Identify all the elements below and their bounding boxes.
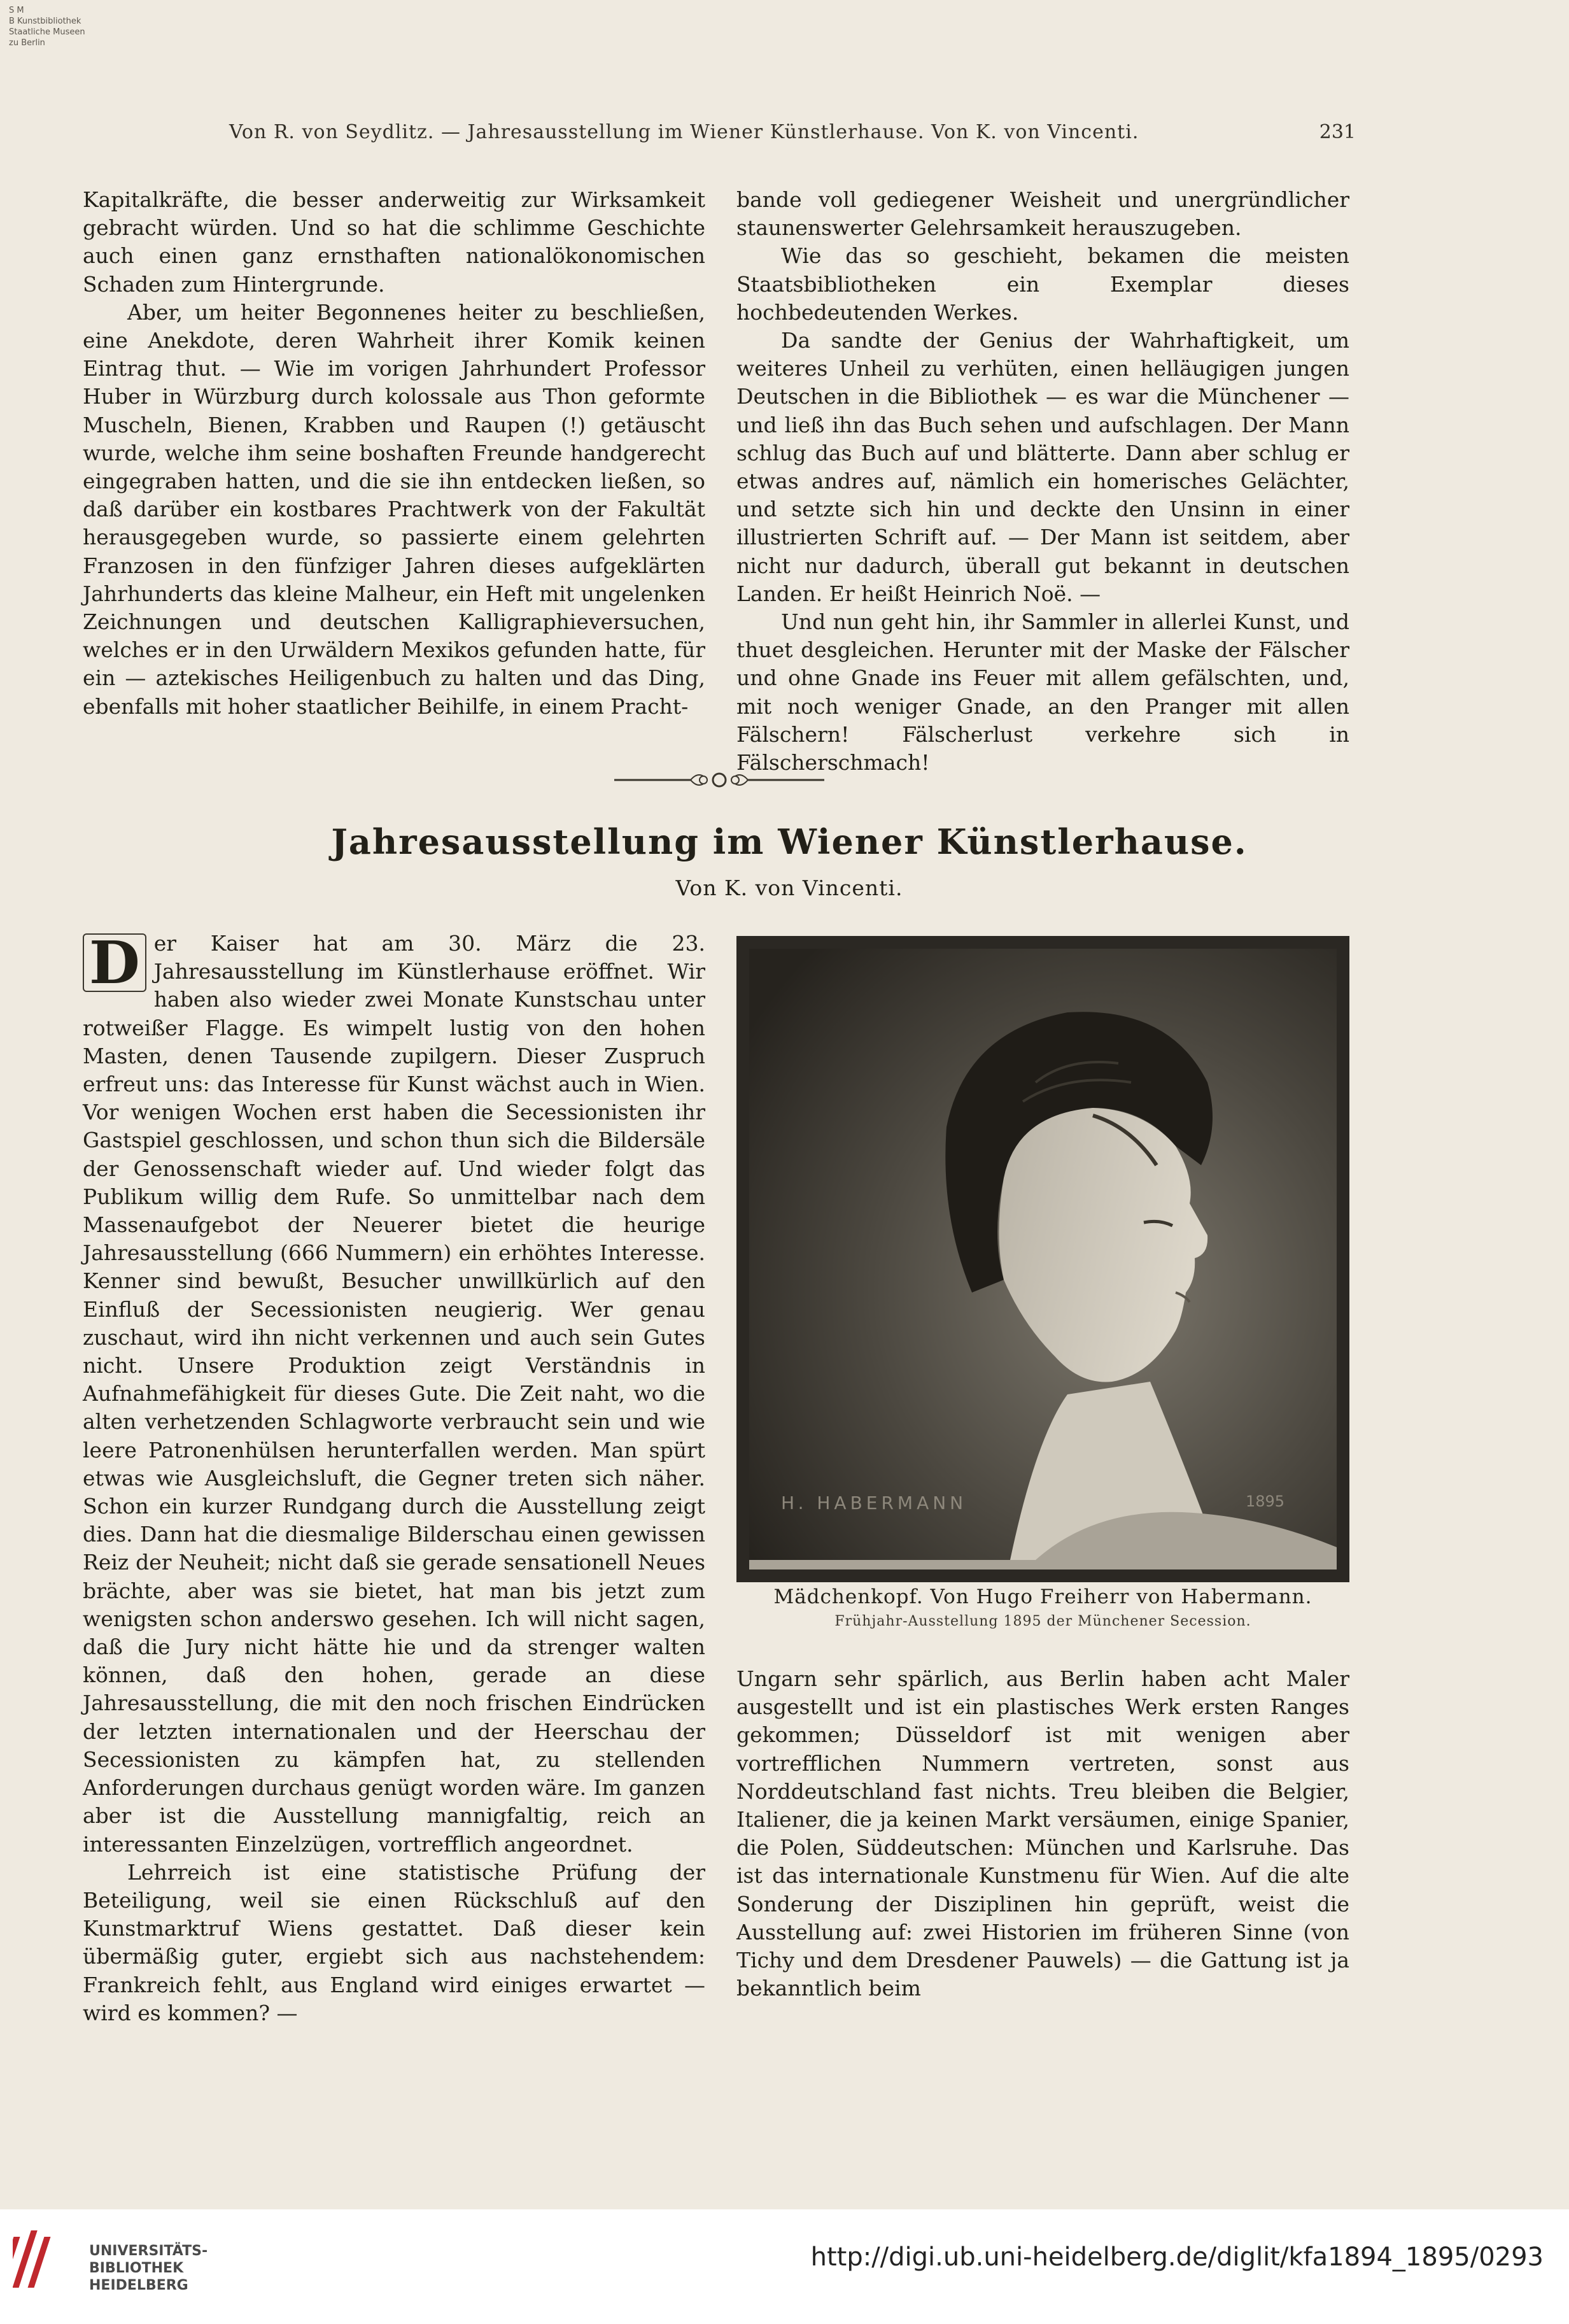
continued-article-left-column (83, 186, 705, 721)
paragraph: Kapitalkräfte, die besser anderweitig zur Wirksamkeit gebracht würden. Und so hat die schlimme Geschichte auch einen ganz ernsthaften nationalökonomischen Schaden zum Hintergrunde. (83, 187, 705, 297)
paragraph: Und nun geht hin, ihr Sammler in allerlei Kunst, und thuet desgleichen. Herunter mit der Maske der Fälscher und ohne Gnade ins Feuer mit allem gefälschten, und, mit noch weniger Gnade, an den Pranger mit allen Fälschern! Fälscherlust verkehre sich in Fälscherschmach! (736, 609, 1349, 776)
footer-organization (89, 2243, 255, 2294)
paragraph: Da sandte der Genius der Wahrhaftigkeit, um weiteres Unheil zu verhüten, einen helläugigen jungen Deutschen in die Bibliothek — es war die Münchener — und ließ ihn das Buch sehen und aufschlagen. Der Mann schlug das Buch auf und blätterte. Dann aber schlug er etwas andres auf, nämlich ein homerisches Gelächter, und setzte sich hin und deckte den Unsinn in einer illustrierten Schrift auf. — Der Mann ist seitdem, aber nicht nur dadurch, überall gut bekannt in deutschen Landen. Er heißt Heinrich Noë. — (736, 328, 1349, 606)
paragraph (83, 930, 705, 1859)
paragraph: Aber, um heiter Begonnenes heiter zu beschließen, eine Anekdote, deren Wahrheit ihrer Komik keinen Eintrag thut. — Wie im vorigen Jahrhundert Professor Huber in Würzburg durch kolossale aus Thon geformte Muscheln, Bienen, Krabben und Raupen (!) getäuscht wurde, welche ihm seine boshaften Freunde handgerecht eingegraben hatten, und die sie ihn entdecken ließen, so daß darüber ein kostbares Prachtwerk von der Fakultät herausgegeben wurde, so passierte einem gelehrten Franzosen in den fünfziger Jahren dieses aufgeklärten Jahrhunderts das kleine Malheur, ein Heft mit ungelenken Zeichnungen und deutschen Kalligraphieversuchen, welches er in den Urwäldern Mexikos gefunden hatte, für ein — aztekisches Heiligenbuch zu halten und das Ding, ebenfalls mit hoher staatlicher Beihilfe, in einem Pracht- (83, 299, 705, 719)
paragraph: bande voll gediegener Weisheit und unergründlicher staunenswerter Gelehrsamkeit herauszugeben. (736, 187, 1349, 241)
article-byline: Von K. von Vincenti. (675, 875, 903, 900)
digital-library-url[interactable]: http://digi.ub.uni-heidelberg.de/diglit/kfa1894_1895/0293 (810, 2243, 1544, 2272)
stamp-line: Staatliche Museen (9, 27, 85, 37)
paragraph: Lehrreich ist eine statistische Prüfung der Beteiligung, weil sie einen Rückschluß auf den Kunstmarktruf Wiens gestattet. Daß dieser kein übermäßig guter, ergiebt sich aus nachstehendem: Frankreich fehlt, aus England wird einiges erwartet — wird es kommen? — (83, 1859, 705, 2025)
continued-article-right-column (736, 186, 1349, 777)
paragraph-text: er Kaiser hat am 30. März die 23. Jahresausstellung im Künstlerhause eröffnet. Wir haben also wieder zwei Monate Kunstschau unter rotweißer Flagge. Es wimpelt lustig von den hohen Masten, denen Tausende zupilgern. Dieser Zuspruch erfreut uns: das Interesse für Kunst wächst auch in Wien. Vor wenigen Wochen erst haben die Secessionisten ihr Gastspiel geschlossen, und schon thun sich die Bildersäle der Genossenschaft wieder auf. Und wieder folgt das Publikum willig dem Rufe. So unmittelbar nach dem Massenaufgebot der Neuerer bietet die heurige Jahresausstellung (666 Nummern) ein erhöhtes Interesse. Kenner sind bewußt, Besucher unwillkürlich auf den Einfluß der Secessionisten neugierig. Wer genau zuschaut, wird ihn nicht verkennen und auch sein Gutes nicht. Unsere Produktion zeigt Verständnis in Aufnahmefähigkeit für dieses Gute. Die Zeit naht, wo die alten verhetzenden Schlagworte verbraucht sein und wie leere Patronenhülsen herunterfallen werden. Man spürt etwas wie Ausgleichsluft, die Gegner treten sich näher. Schon ein kurzer Rundgang durch die Ausstellung zeigt dies. Dann hat die diesmalige Bilderschau einen gewissen Reiz der Neuheit; nicht daß sie gerade sensationell Neues brächte, aber was sie bietet, hat man bis jetzt zum wenigsten schon anderswo gesehen. Ich will nicht sagen, daß die Jury nicht hätte hie und da strenger walten können, daß den hohen, gerade an diese Jahresausstellung, die mit den noch frischen Eindrücken der letzten internationalen und der Heerschau der Secessionisten zu kämpfen hat, zu stellenden Anforderungen durchaus genügt worden wäre. Im ganzen aber ist die Ausstellung mannigfaltig, reich an interessanten Einzelzügen, vortrefflich angeordnet. (83, 931, 705, 1857)
footer-org-line: HEIDELBERG (89, 2278, 188, 2293)
paragraph: Wie das so geschieht, bekamen die meisten Staatsbibliotheken ein Exemplar dieses hochbedeutenden Werkes. (736, 243, 1349, 325)
running-head: Von R. von Seydlitz. — Jahresausstellung im Wiener Künstlerhause. Von K. von Vincenti. (229, 121, 1139, 143)
article-left-column (83, 930, 705, 2027)
painting-signature: H. HABERMANN (781, 1492, 967, 1513)
portrait-illustration (736, 936, 1349, 1582)
article-right-column (736, 1665, 1349, 2002)
drop-cap: D (83, 933, 146, 992)
university-library-logo (13, 2224, 70, 2294)
library-stamp (9, 5, 98, 48)
section-divider-ornament (614, 767, 824, 793)
footer-org-line: BIBLIOTHEK (89, 2260, 184, 2276)
stamp-line: B Kunstbibliothek (9, 17, 81, 26)
painting-year: 1895 (1246, 1492, 1285, 1510)
paragraph: Ungarn sehr spärlich, aus Berlin haben acht Maler ausgestellt und ist ein plastisches Werk ersten Ranges gekommen; Düsseldorf ist mit wenigen aber vortrefflichen Nummern vertreten, sonst aus Norddeutschland fast nichts. Treu bleiben die Belgier, Italiener, die ja keinen Markt versäumen, einige Spanier, die Polen, Süddeutschen: München und Karlsruhe. Das ist das internationale Kunstmenu für Wien. Auf die alte Sonderung der Disziplinen hin geprüft, weist die Ausstellung auf: zwei Historien im früheren Sinne (von Tichy und dem Dresdener Pauwels) — die Gattung ist ja bekanntlich beim (736, 1666, 1349, 2001)
footer-org-line: UNIVERSITÄTS- (89, 2243, 208, 2259)
figure-caption: Mädchenkopf. Von Hugo Freiherr von Habermann. (773, 1585, 1312, 1608)
stamp-line: zu Berlin (9, 38, 45, 48)
stamp-line: S M (9, 6, 24, 15)
figure-subcaption: Frühjahr-Ausstellung 1895 der Münchener Secession. (834, 1613, 1251, 1629)
article-title: Jahresausstellung im Wiener Künstlerhause. (331, 821, 1248, 862)
portrait-image (736, 936, 1349, 1582)
page-number: 231 (1319, 121, 1356, 143)
